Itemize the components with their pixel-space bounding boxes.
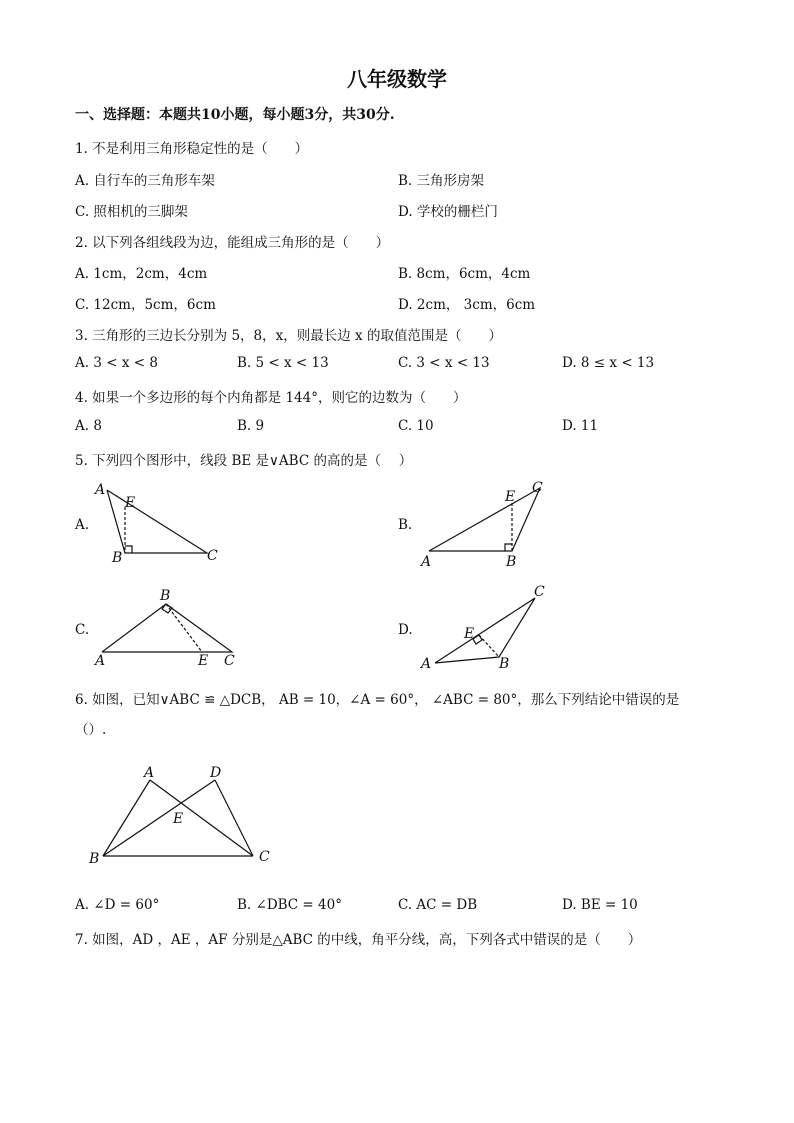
question-5-stem: 5. 下列四个图形中，线段 BE 是∨ABC 的高的是（ ）: [75, 453, 413, 469]
figure-6-segment-dc: [215, 780, 253, 856]
figure-5b-label-b: B: [506, 554, 517, 570]
question-3-option-c: C. 3 < x < 13: [398, 355, 490, 371]
question-1-stem: 1. 不是利用三角形稳定性的是（ ）: [75, 141, 309, 157]
figure-5d-altitude-be: [479, 635, 499, 657]
question-6-option-d: D. BE = 10: [562, 897, 638, 913]
question-6-option-b: B. ∠DBC = 40°: [237, 897, 342, 913]
question-1-option-b: B. 三角形房架: [398, 173, 485, 189]
question-2-option-b: B. 8cm，6cm，4cm: [398, 266, 531, 282]
figure-5b: [415, 476, 555, 572]
figure-6: [85, 762, 285, 868]
question-4-option-d: D. 11: [562, 418, 599, 434]
figure-5a-label-e: E: [125, 495, 136, 511]
figure-5b-triangle: [429, 488, 540, 551]
figure-5c: [90, 585, 250, 671]
figure-5c-triangle: [102, 604, 232, 652]
figure-5a-label-c: C: [207, 548, 218, 564]
question-4-option-c: C. 10: [398, 418, 434, 434]
figure-6-label-d: D: [210, 765, 222, 781]
question-2-stem: 2. 以下列各组线段为边，能组成三角形的是（ ）: [75, 235, 390, 251]
question-2-option-a: A. 1cm，2cm，4cm: [75, 266, 208, 282]
page-title: 八年级数学: [347, 67, 447, 91]
figure-5c-label-a: A: [95, 653, 106, 669]
question-4-option-b: B. 9: [237, 418, 265, 434]
figure-6-segment-ac: [150, 780, 253, 856]
question-1-option-a: A. 自行车的三角形车架: [75, 173, 215, 189]
question-4-option-a: A. 8: [75, 418, 102, 434]
question-2-option-d: D. 2cm， 3cm，6cm: [398, 297, 536, 313]
figure-5b-label-e: E: [505, 489, 516, 505]
question-1-option-c: C. 照相机的三脚架: [75, 204, 188, 220]
figure-6-label-a: A: [144, 765, 155, 781]
figure-5d: [415, 580, 555, 674]
figure-6-label-e: E: [173, 811, 184, 827]
question-3-option-d: D. 8 ≤ x < 13: [562, 355, 655, 371]
question-4-stem: 4. 如果一个多边形的每个内角都是 144°，则它的边数为（ ）: [75, 390, 467, 406]
figure-5d-label-b: B: [499, 656, 510, 672]
question-2-option-c: C. 12cm，5cm，6cm: [75, 297, 216, 313]
question-7-stem: 7. 如图，AD ，AE ，AF 分别是△ABC 的中线，角平分线，高，下列各式中错误的是（ ）: [75, 932, 642, 948]
question-3-option-a: A. 3 < x < 8: [75, 355, 158, 371]
figure-5a: [85, 478, 225, 568]
question-5-option-a-label: A.: [75, 517, 90, 533]
figure-5b-right-angle-mark: [505, 544, 512, 551]
question-3-stem: 3. 三角形的三边长分别为 5，8，x，则最长边 x 的取值范围是（ ）: [75, 328, 502, 344]
figure-5a-label-b: B: [112, 550, 123, 566]
figure-5b-label-a: A: [421, 554, 432, 570]
question-5-option-d-label: D.: [398, 622, 413, 638]
figure-6-label-b: B: [89, 851, 100, 867]
figure-6-segment-bd: [103, 780, 215, 856]
question-6-option-a: A. ∠D = 60°: [75, 897, 160, 913]
figure-5a-right-angle-mark: [125, 546, 132, 553]
figure-5a-triangle: [107, 490, 207, 553]
section-heading: 一、选择题：本题共10小题，每小题3分，共30分.: [75, 107, 395, 123]
question-6-option-c: C. AC = DB: [398, 897, 478, 913]
figure-5c-segment-be: [166, 604, 202, 652]
figure-5b-label-c: C: [532, 480, 543, 496]
figure-5d-label-c: C: [534, 584, 545, 600]
figure-5a-label-a: A: [95, 482, 106, 498]
question-5-option-c-label: C.: [75, 622, 90, 638]
figure-5d-label-e: E: [464, 626, 475, 642]
question-6-stem-line1: 6. 如图，已知∨ABC ≌ △DCB， AB = 10，∠A = 60°， ∠ABC = 80°，那么下列结论中错误的是: [75, 692, 680, 708]
figure-5c-label-e: E: [198, 653, 209, 669]
question-1-option-d: D. 学校的栅栏门: [398, 204, 498, 220]
figure-5d-label-a: A: [421, 656, 432, 672]
question-5-option-b-label: B.: [398, 517, 413, 533]
figure-5c-label-c: C: [224, 653, 235, 669]
figure-5c-label-b: B: [160, 588, 171, 604]
figure-6-segment-ba: [103, 780, 150, 856]
question-6-stem-line2: （）.: [75, 722, 107, 738]
question-3-option-b: B. 5 < x < 13: [237, 355, 329, 371]
figure-5d-triangle: [435, 598, 535, 663]
figure-6-label-c: C: [259, 849, 270, 865]
